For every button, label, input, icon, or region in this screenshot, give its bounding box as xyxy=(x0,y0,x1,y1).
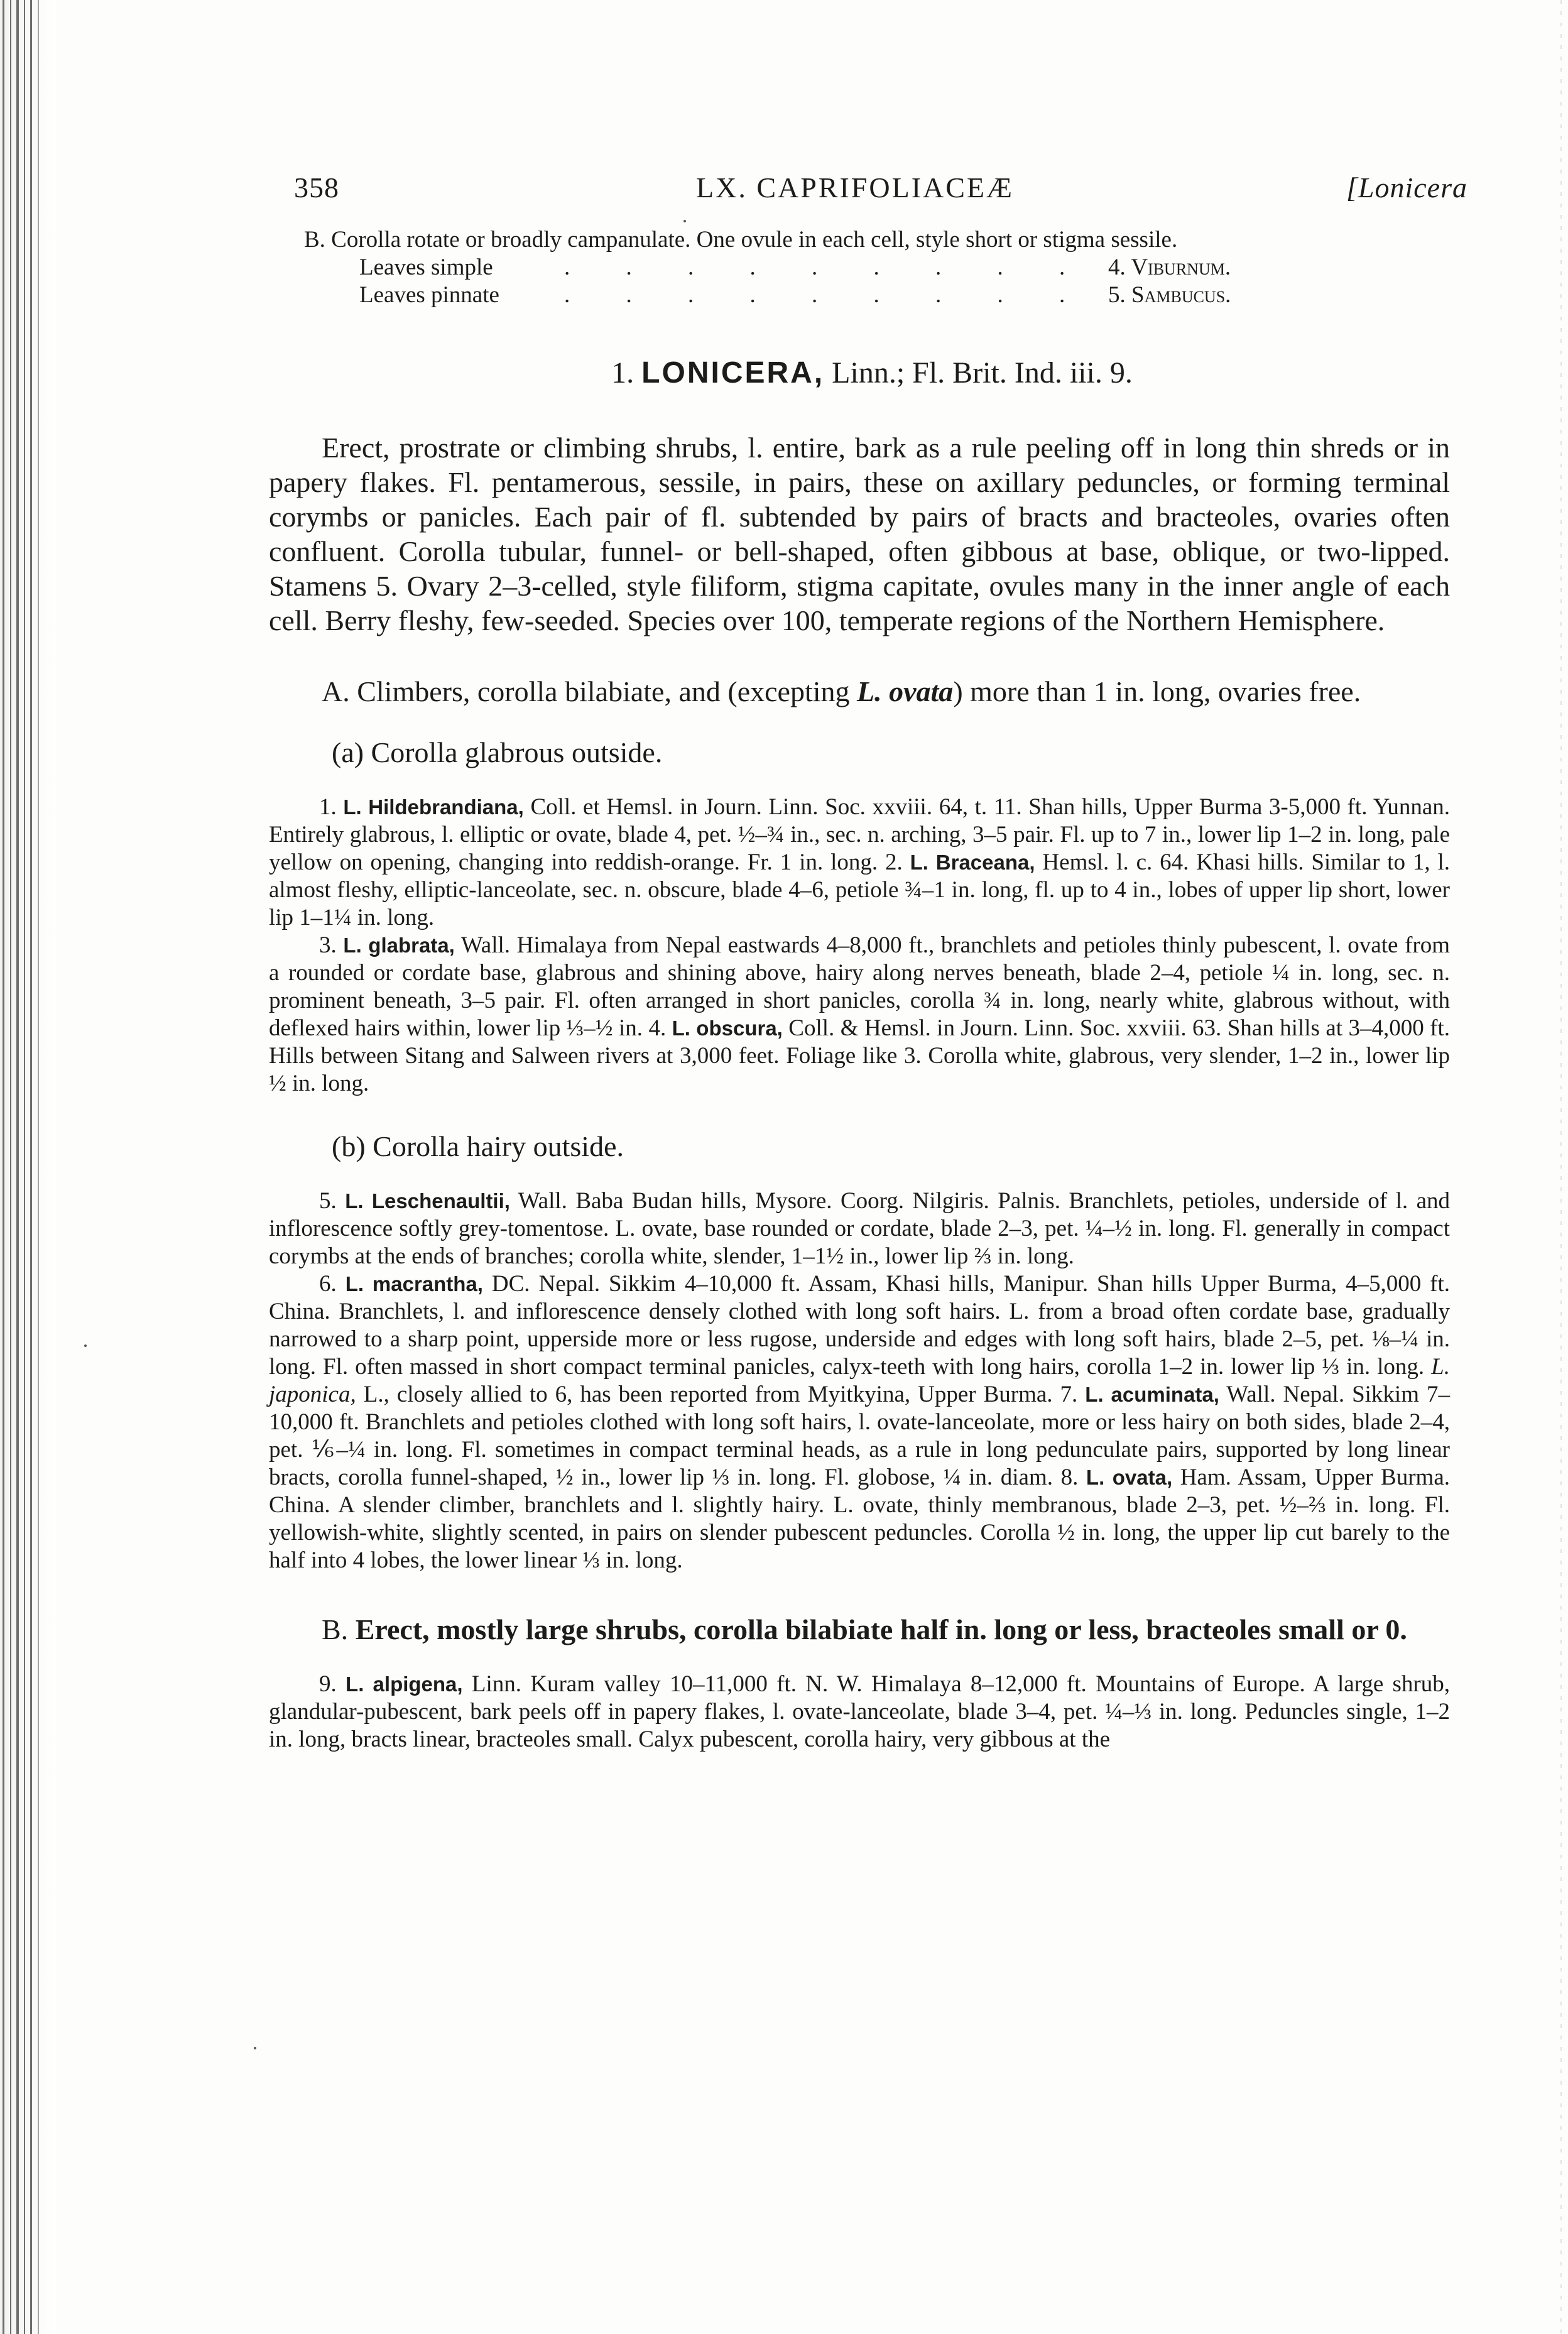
key-row-result: 5. Sambucus. xyxy=(1108,282,1231,308)
species-text: Wall. Baba Budan hills, Mysore. Coorg. Nilgiris. Palnis. Branchlets, petioles, underside of l. and inflorescence softly grey-tomentose. L. ovate, base rounded or cordate, blade 2–3, pet. ¼–½ in. long. Fl. generally in compact corymbs at the ends of branches; corolla white, slender, 1–1½ in., lower lip ⅔ in. long. xyxy=(269,1188,1450,1269)
page-content xyxy=(269,168,1467,1753)
scan-speck xyxy=(84,1344,87,1347)
key-row-leader: . . . . . . . . . xyxy=(564,282,1091,308)
species-entry xyxy=(269,793,1450,932)
species-name: L. macrantha, xyxy=(345,1272,483,1295)
species-text: 6. xyxy=(319,1271,346,1297)
species-text: 5. xyxy=(319,1188,346,1214)
page-number: 358 xyxy=(294,172,339,204)
page-binding-edge xyxy=(0,0,57,2334)
species-entry xyxy=(269,1187,1450,1270)
species-text: Hemsl. l. c. 64. Khasi hills. Similar to 1, l. almost fleshy, elliptic-lanceolate, sec. n. obscure, blade 4–6, petiole ¾–1 in. long, fl. up to 4 in., lobes of upper lip short, lower lip 1–1¼ in. long. xyxy=(269,849,1450,930)
species-text: 3. xyxy=(319,932,344,958)
group-a-text-before: A. Climbers, corolla bilabiate, and (excepting xyxy=(322,675,850,707)
genus-running-head: [Lonicera xyxy=(1346,172,1467,204)
group-a-text-after: ) more than 1 in. long, ovaries free. xyxy=(953,675,1361,707)
key-row-leader: . . . . . . . . . xyxy=(564,254,1091,280)
species-text: Coll. & Hemsl. in Journ. Linn. Soc. xxviii. 63. Shan hills at 3–4,000 ft. Hills between Sitang and Salween rivers at 3,000 feet. Foliage like 3. Corolla white, glabrous, very slender, 1–2 in., lower lip ½ in. long. xyxy=(269,1015,1450,1096)
genus-name: LONICERA, xyxy=(641,356,825,390)
species-name: L. acuminata, xyxy=(1085,1383,1219,1406)
key-row xyxy=(269,281,1450,309)
page-right-edge xyxy=(1560,0,1562,2334)
key-row-label: Leaves simple xyxy=(359,254,493,280)
key-row-result: 4. Viburnum. xyxy=(1108,254,1231,280)
binding-line xyxy=(24,0,25,2334)
species-text: DC. Nepal. Sikkim 4–10,000 ft. Assam, Khasi hills, Manipur. Shan hills Upper Burma, 4–5,000 ft. China. Branchlets, l. and inflorescence densely clothed with long soft hairs. L. from a broad often cordate base, gradually narrowed to a sharp point, upperside more or less rugose, underside and edges with long soft hairs, blade 2–5, pet. ⅛–¼ in. long. Fl. often massed in short compact terminal panicles, calyx-teeth with long hairs, corolla 1–2 in. lower lip ⅓ in. long. xyxy=(269,1271,1451,1380)
key-b-heading: B. Corolla rotate or broadly campanulate. One ovule in each cell, style short or stigma sessile. xyxy=(304,227,1178,253)
species-entries-a xyxy=(269,793,1450,1098)
genus-authority: Linn.; Fl. Brit. Ind. iii. 9. xyxy=(832,356,1133,390)
binding-line xyxy=(38,0,39,2334)
subgroup-b-heading: (b) Corolla hairy outside. xyxy=(332,1130,624,1162)
species-entry xyxy=(269,932,1450,1098)
genus-description: Erect, prostrate or climbing shrubs, l. entire, bark as a rule peeling off in long thin shreds or in papery flakes. Fl. pentamerous, sessile, in pairs, these on axillary peduncles, or forming terminal corymbs or panicles. Each pair of fl. subtended by pairs of bracts and bracteoles, ovaries often confluent. Corolla tubular, funnel- or bell-shaped, often gibbous at base, oblique, or two-lipped. Stamens 5. Ovary 2–3-celled, style filiform, stigma capitate, ovules many in the inner angle of each cell. Berry fleshy, few-seeded. Species over 100, temperate regions of the Northern Hemisphere. xyxy=(269,432,1450,636)
binding-line xyxy=(10,0,11,2334)
binding-line xyxy=(30,0,32,2334)
species-entries-group-b xyxy=(269,1671,1450,1753)
species-text: 9. xyxy=(319,1671,346,1697)
species-name: L. obscura, xyxy=(672,1017,783,1040)
species-name: L. ovata, xyxy=(1086,1466,1173,1489)
scan-speck xyxy=(254,2047,256,2049)
family-title: LX. CAPRIFOLIACEÆ xyxy=(696,172,1014,204)
species-name: L. Braceana, xyxy=(910,851,1035,874)
species-name: L. alpigena, xyxy=(346,1672,463,1696)
species-name: L. Leschenaultii, xyxy=(345,1189,510,1213)
species-text: Linn. Kuram valley 10–11,000 ft. N. W. Himalaya 8–12,000 ft. Mountains of Europe. A large shrub, glandular-pubescent, bark peels off in papery flakes, l. ovate-lanceolate, blade 3–4, pet. ¼–⅓ in. long. Peduncles single, 1–2 in. long, bracts linear, bracteoles small. Calyx pubescent, corolla hairy, very gibbous at the xyxy=(269,1671,1451,1752)
subgroup-a-heading: (a) Corolla glabrous outside. xyxy=(332,736,663,768)
species-text: Ham. Assam, Upper Burma. China. A slender climber, branchlets and l. slightly hairy. L. ovate, thinly membranous, blade 2–3, pet. ½–⅔ in. long. Fl. yellowish-white, slightly scented, in pairs on slender pubescent peduncles. Corolla ½ in. long, the upper lip cut barely to the half into 4 lobes, the lower linear ⅓ in. long. xyxy=(269,1464,1450,1573)
key-row-label: Leaves pinnate xyxy=(359,282,499,308)
group-a-heading xyxy=(269,674,1450,709)
species-name: L. Hildebrandiana, xyxy=(343,795,524,819)
species-text: Wall. Nepal. Sikkim 7–10,000 ft. Branchlets and petioles clothed with long soft hairs, l. ovate-lanceolate, more or less hairy on both sides, blade 2–4, pet. ⅙–¼ in. long. Fl. sometimes in compact terminal heads, as a rule in long pedunculate pairs, supported by long linear bracts, corolla funnel-shaped, ½ in., lower lip ⅓ in. long. Fl. globose, ¼ in. diam. 8. xyxy=(269,1382,1450,1490)
species-name-italic: L. japonica, xyxy=(269,1354,1450,1407)
species-text: Coll. et Hemsl. in Journ. Linn. Soc. xxviii. 64, t. 11. Shan hills, Upper Burma 3-5,000 ft. Yunnan. Entirely glabrous, l. elliptic or ovate, blade 4, pet. ½–¾ in., sec. n. arching, 3–5 pair. Fl. up to 7 in., lower lip 1–2 in. long, pale yellow on opening, changing into reddish-orange. Fr. 1 in. long. 2. xyxy=(269,794,1451,875)
species-name: L. glabrata, xyxy=(343,934,455,957)
genus-heading xyxy=(269,356,1450,390)
genus-number: 1. xyxy=(611,356,634,390)
species-text: L., closely allied to 6, has been reported from Myitkyina, Upper Burma. 7. xyxy=(356,1382,1086,1407)
species-entry xyxy=(269,1671,1450,1753)
group-a-italic-species: L. ovata xyxy=(857,675,954,707)
group-b-heading xyxy=(269,1612,1450,1647)
binding-line xyxy=(16,0,19,2334)
species-entries-b xyxy=(269,1187,1450,1574)
group-b-text: Erect, mostly large shrubs, corolla bilabiate half in. long or less, bracteoles small or 0. xyxy=(355,1613,1407,1645)
key-row xyxy=(269,254,1450,281)
group-b-label: B. xyxy=(322,1613,349,1645)
species-text: Wall. Himalaya from Nepal eastwards 4–8,000 ft., branchlets and petioles thinly pubescent, l. ovate from a rounded or cordate base, glabrous and shining above, hairy along nerves beneath, blade 2–4, petiole ¼ in. long, sec. n. prominent beneath, 3–5 pair. Fl. often arranged in short panicles, corolla ¾ in. long, nearly white, glabrous without, with deflexed hairs within, lower lip ⅓–½ in. 4. xyxy=(269,932,1450,1041)
species-entry xyxy=(269,1270,1450,1574)
running-header xyxy=(269,168,1467,214)
species-text: 1. xyxy=(319,794,344,820)
binding-line xyxy=(3,0,4,2334)
